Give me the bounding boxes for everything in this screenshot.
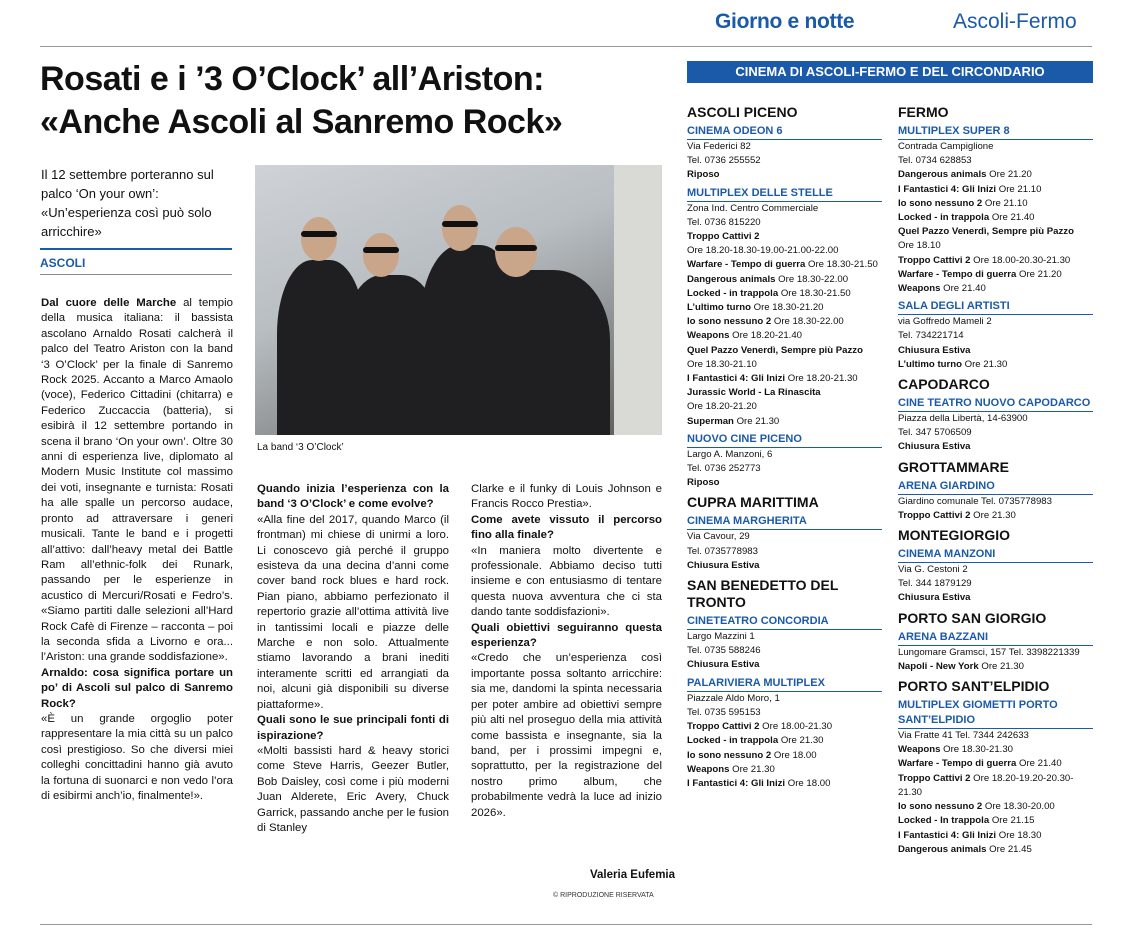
showtimes: Ore 18.00 xyxy=(785,777,831,789)
question: Arnaldo: cosa significa portare un po’ di Ascoli sul palco di Sanremo Rock? xyxy=(41,666,233,710)
showtimes: Ore 18.20-19.20-20.30-21.30 xyxy=(898,772,1074,798)
showtimes: Ore 18.00 xyxy=(771,749,817,761)
photo-sunglasses xyxy=(442,221,478,227)
listing-line xyxy=(687,258,882,272)
town-heading: PORTO SANT’ELPIDIO xyxy=(898,678,1050,695)
town-heading: CUPRA MARITTIMA xyxy=(687,494,819,511)
listing-line: Largo Mazzini 1 xyxy=(687,631,755,643)
listing-line xyxy=(898,197,1093,211)
listing-line: Ore 18.20-21.20 xyxy=(687,401,757,413)
listing-line: Tel. 344 1879129 xyxy=(898,578,972,590)
listing-line xyxy=(687,372,882,386)
movie-title: I Fantastici 4: Gli Inizi xyxy=(687,373,786,385)
showtimes: Ore 21.30 xyxy=(961,358,1008,370)
movie-title: Chiusura Estiva xyxy=(898,592,971,604)
listing-line xyxy=(898,772,1093,800)
question: Quando inizia l’esperienza con la band ‘3 O’Clock’ e come evolve? xyxy=(257,483,449,511)
question: Quali obiettivi seguiranno questa esperienza? xyxy=(471,621,662,650)
listing-line xyxy=(687,415,882,429)
cinema-name: ARENA GIARDINO xyxy=(898,479,1093,495)
listing-line xyxy=(898,829,1093,843)
showtimes: Ore 21.30 xyxy=(733,415,780,427)
photo-head xyxy=(495,227,537,277)
listing-line xyxy=(898,183,1093,197)
showtimes: Ore 18.20-21.30 xyxy=(785,373,858,385)
showtimes: Ore 21.10 xyxy=(996,183,1042,195)
section-title: Giorno e notte xyxy=(715,10,855,33)
movie-title: Io sono nessuno 2 xyxy=(687,749,772,761)
article-column-2 xyxy=(257,482,449,836)
listing-line xyxy=(898,282,1093,296)
listing-line xyxy=(898,814,1093,828)
showtimes: Ore 18.30-21.20 xyxy=(750,302,824,314)
answer: «Molti bassisti hard & heavy storici come Steve Harris, Geezer Butler, Bob Daisley, così come i più moderni Juan Alderete, Eric Avery, Chuck Garrick, passando anche per le fusion di Stanley xyxy=(257,744,449,834)
movie-title: Troppo Cattivi 2 xyxy=(898,509,971,521)
movie-title: Quel Pazzo Venerdì, Sempre più Pazzo xyxy=(898,226,1074,238)
listing-line: Zona Ind. Centro Commerciale xyxy=(687,202,819,214)
listing-line xyxy=(898,757,1093,771)
movie-title: Io sono nessuno 2 xyxy=(898,801,983,813)
movie-title: Weapons xyxy=(687,763,730,775)
showtimes: Ore 21.40 xyxy=(1016,758,1062,770)
listing-line: Ore 18.10 xyxy=(898,240,941,252)
listing-line xyxy=(898,843,1093,857)
listing-line: Tel. 0735 588246 xyxy=(687,645,761,657)
movie-title: I Fantastici 4: Gli Inizi xyxy=(898,829,997,841)
author-signature: Valeria Eufemia xyxy=(590,869,676,881)
movie-title: Troppo Cattivi 2 xyxy=(687,231,760,243)
listing-line xyxy=(687,315,882,329)
question: Quali sono le sue principali fonti di ispirazione? xyxy=(257,714,449,742)
article-column-3 xyxy=(471,482,662,821)
listing-line xyxy=(687,777,882,791)
listing-line xyxy=(687,329,882,343)
movie-title: Chiusura Estiva xyxy=(687,559,760,571)
listing-line xyxy=(898,358,1093,372)
photo-sunglasses xyxy=(363,247,399,253)
body-text: al tempio della musica italiana: il bassista ascolano Arnaldo Rosati calcherà il palco del Teatro Ariston con la band ‘3 O’Clock’ per la finale di Sanremo Rock 2025. Accanto a Marco Amaolo (voce), Federico Cittadini (chitarra) e Federico Zuccaccia (batteria), si esibirà il 12 settembre portando in scena il brano ‘On your own’. Oltre 30 anni di esperienza live, diplomato al Modern Music Institute col massimo dei voti, insegnante e turnista: Rosati ha alle spalle un percorso audace, pronto ad attraversare i generi musicali. Tante le band e i progetti all’attivo: dall’heavy metal dei Battle Ram all’ethnic-folk dei Runark, passando per le esperienze in acustico di Mercuri/Rosati e Fedro’s. «Siamo partiti dalle selezioni all’Hard Rock Cafè di Firenze – racconta – poi la seconda sfida a Livorno e ora... l’Ariston: una grande soddisfazione». xyxy=(41,297,233,664)
listing-line: Piazza della Libertà, 14-63900 xyxy=(898,413,1028,425)
listing-line: Tel. 0735 595153 xyxy=(687,706,761,718)
header-rule xyxy=(40,46,1092,47)
movie-title: Troppo Cattivi 2 xyxy=(898,772,971,784)
listing-line xyxy=(898,800,1093,814)
town-heading: MONTEGIORGIO xyxy=(898,527,1010,544)
showtimes: Ore 21.10 xyxy=(982,197,1028,209)
listing-line: Tel. 0736 255552 xyxy=(687,155,761,167)
movie-title: Weapons xyxy=(898,283,941,295)
town-heading: CAPODARCO xyxy=(898,376,990,393)
movie-title: Locked - in trappola xyxy=(687,735,779,747)
cinema-name: CINEMA ODEON 6 xyxy=(687,124,882,140)
cinema-name: SALA DEGLI ARTISTI xyxy=(898,299,1093,315)
edition-location: Ascoli-Fermo xyxy=(953,10,1077,33)
movie-title: L’ultimo turno xyxy=(898,358,962,370)
photo-head xyxy=(301,217,337,261)
showtimes: Ore 21.30 xyxy=(729,763,775,775)
listing-line: via Goffredo Mameli 2 xyxy=(898,316,992,328)
answer: «È un grande orgoglio poter rappresentare la mia città su un palco così prestigioso. So che diversi miei colleghi concittadini hanno già avuto la fortuna di suonarci e non vedo l’ora di esibirmi anch’io, finalmente!». xyxy=(41,712,233,802)
listing-line: Via Federici 82 xyxy=(687,141,751,152)
photo-sunglasses xyxy=(495,245,537,251)
town-heading: GROTTAMMARE xyxy=(898,458,1009,475)
showtimes: Ore 18.30-22.00 xyxy=(771,316,844,328)
movie-title: I Fantastici 4: Gli Inizi xyxy=(898,183,997,195)
listing-line: Tel. 0735778983 xyxy=(687,545,758,557)
showtimes: Ore 18.30-20.00 xyxy=(982,801,1055,813)
listing-line: Contrada Campiglione xyxy=(898,141,994,152)
listing-line xyxy=(687,763,882,777)
showtimes: Ore 18.30-22.00 xyxy=(775,273,849,285)
listing-line: Ore 18.20-18.30-19.00-21.00-22.00 xyxy=(687,245,839,257)
listing-line xyxy=(898,254,1093,268)
movie-title: Locked - in trappola xyxy=(898,212,990,224)
answer: «Alla fine del 2017, quando Marco (il frontman) mi chiese di unirmi a loro. Li conoscevo già perché il gruppo esisteva da una decina d’anni come cover band rock blues e hard rock. Pian piano, abbiamo perfezionato il repertorio grazie all’ottima attività live in tantissimi locali e piazze delle Marche e non solo. Attualmente stiamo lavorando a brani inediti interamente scritti ed arrangiati da noi, alcuni già disponibili su diverse piattaforme». xyxy=(257,513,449,711)
movie-title: Dangerous animals xyxy=(687,273,776,285)
cinema-name: CINEMA MARGHERITA xyxy=(687,514,882,530)
showtimes: Ore 21.45 xyxy=(986,843,1032,855)
listing-line: Piazzale Aldo Moro, 1 xyxy=(687,692,780,704)
band-photo xyxy=(255,165,662,435)
listing-line xyxy=(898,743,1093,757)
movie-title: Chiusura Estiva xyxy=(687,659,760,671)
movie-title: Io sono nessuno 2 xyxy=(898,197,983,209)
listing-line xyxy=(898,268,1093,282)
article-title: Rosati e i ’3 O’Clock’ all’Ariston: «Anche Ascoli al Sanremo Rock» xyxy=(40,60,563,141)
cinema-name: NUOVO CINE PICENO xyxy=(687,432,882,448)
movie-title: Dangerous animals xyxy=(898,169,987,181)
page-header xyxy=(0,0,1131,46)
listing-line: Tel. 0734 628853 xyxy=(898,155,972,167)
cinema-name: CINE TEATRO NUOVO CAPODARCO xyxy=(898,396,1093,412)
showtimes: Ore 21.30 xyxy=(778,735,824,747)
cinema-column-left xyxy=(687,100,882,791)
cinema-name: CINEMA MANZONI xyxy=(898,547,1093,563)
article-column-1 xyxy=(41,296,233,804)
listing-line xyxy=(687,273,882,287)
town-heading: SAN BENEDETTO DEL TRONTO xyxy=(687,577,839,611)
movie-title: Warfare - Tempo di guerra xyxy=(687,259,806,271)
movie-title: Io sono nessuno 2 xyxy=(687,316,772,328)
movie-title: Troppo Cattivi 2 xyxy=(687,721,760,733)
movie-title: Napoli - New York xyxy=(898,660,979,672)
showtimes: Ore 21.30 xyxy=(970,509,1016,521)
listing-line: Via Cavour, 29 xyxy=(687,531,750,543)
listing-line xyxy=(898,168,1093,182)
listing-line xyxy=(687,749,882,763)
listing-line: Tel. 347 5706509 xyxy=(898,427,972,439)
town-heading: PORTO SAN GIORGIO xyxy=(898,609,1047,626)
movie-title: Jurassic World - La Rinascita xyxy=(687,387,821,399)
movie-title: Weapons xyxy=(898,744,941,756)
movie-title: Locked - In trappola xyxy=(898,815,990,827)
listing-line xyxy=(898,660,1093,674)
section-tag: ASCOLI xyxy=(40,248,232,275)
cinema-name: MULTIPLEX SUPER 8 xyxy=(898,124,1093,140)
movie-title: Dangerous animals xyxy=(898,843,987,855)
movie-title: Warfare - Tempo di guerra xyxy=(898,268,1017,280)
movie-title: Chiusura Estiva xyxy=(898,441,971,453)
photo-head xyxy=(442,205,478,251)
listing-line: Via G. Cestoni 2 xyxy=(898,564,968,576)
listing-line: Tel. 734221714 xyxy=(898,330,964,342)
photo-wall xyxy=(614,165,662,435)
answer: «Credo che un’esperienza così importante possa soltanto arricchire: sia me, dandomi la spinta necessaria per poter ambire ad obiettivi sempre più alti nel proseguo della mia attività come bassista e insegnante, sia la band, per i prossimi impegni e, soprattutto, per la registrazione del nostro primo album, che probabilmente vedrà la luce ad inizio 2026». xyxy=(471,652,662,819)
listing-line xyxy=(687,734,882,748)
showtimes: Ore 21.15 xyxy=(989,815,1035,827)
photo-sunglasses xyxy=(301,231,337,237)
listing-line xyxy=(687,720,882,734)
listing-line: Giardino comunale Tel. 0735778983 xyxy=(898,495,1052,507)
movie-title: L’ultimo turno xyxy=(687,302,751,314)
showtimes: Ore 21.20 xyxy=(1016,268,1062,280)
cinema-name: MULTIPLEX GIOMETTI PORTO SANT’ELPIDIO xyxy=(898,698,1093,729)
showtimes: Ore 21.20 xyxy=(986,169,1032,181)
cinema-column-right xyxy=(898,100,1093,857)
answer: Clarke e il funky di Louis Johnson e Francis Rocco Prestia». xyxy=(471,483,662,511)
showtimes: Ore 18.00-21.30 xyxy=(759,721,833,733)
showtimes: Ore 18.30 xyxy=(996,829,1042,841)
listing-line: Lungomare Gramsci, 157 Tel. 3398221339 xyxy=(898,646,1080,658)
listing-line xyxy=(898,509,1093,523)
answer: «In maniera molto divertente e professionale. Abbiamo deciso tutti insieme e con entusiasmo di tentare questa nuova avventura che ci sta dando tante soddisfazioni». xyxy=(471,544,662,619)
listing-line: Largo A. Manzoni, 6 xyxy=(687,448,773,460)
article-subtitle: Il 12 settembre porteranno sul palco ‘On your own’: «Un’esperienza così può solo arricchire» xyxy=(41,167,214,239)
movie-title: Chiusura Estiva xyxy=(898,344,971,356)
movie-title: Troppo Cattivi 2 xyxy=(898,254,971,266)
movie-title: Riposo xyxy=(687,169,720,181)
cinema-name: PALARIVIERA MULTIPLEX xyxy=(687,676,882,692)
showtimes: Ore 18.30-21.30 xyxy=(940,744,1014,756)
showtimes: Ore 18.30-21.50 xyxy=(805,259,878,271)
photo-caption: La band ‘3 O’Clock’ xyxy=(257,442,344,453)
question: Come avete vissuto il percorso fino alla finale? xyxy=(471,513,662,542)
showtimes: Ore 18.00-20.30-21.30 xyxy=(970,254,1071,266)
cinema-listings-heading: CINEMA DI ASCOLI-FERMO E DEL CIRCONDARIO xyxy=(687,61,1093,83)
lead-in: Dal cuore delle Marche xyxy=(41,297,177,309)
listing-line: Tel. 0736 815220 xyxy=(687,216,761,228)
showtimes: Ore 21.30 xyxy=(978,660,1025,672)
town-heading: FERMO xyxy=(898,104,949,120)
movie-title: I Fantastici 4: Gli Inizi xyxy=(687,777,786,789)
listing-line xyxy=(687,287,882,301)
listing-line xyxy=(687,301,882,315)
movie-title: Quel Pazzo Venerdì, Sempre più Pazzo xyxy=(687,344,863,356)
movie-title: Locked - in trappola xyxy=(687,287,779,299)
photo-person xyxy=(470,270,610,435)
movie-title: Superman xyxy=(687,415,734,427)
movie-title: Riposo xyxy=(687,477,720,489)
movie-title: Warfare - Tempo di guerra xyxy=(898,758,1017,770)
listing-line: Via Fratte 41 Tel. 7344 242633 xyxy=(898,730,1029,742)
cinema-name: ARENA BAZZANI xyxy=(898,630,1093,646)
listing-line: Ore 18.30-21.10 xyxy=(687,358,757,370)
footer-rule xyxy=(40,924,1092,925)
showtimes: Ore 18.30-21.50 xyxy=(778,287,851,299)
rights-note: © RIPRODUZIONE RISERVATA xyxy=(553,892,654,899)
showtimes: Ore 21.40 xyxy=(940,283,986,295)
town-heading: ASCOLI PICENO xyxy=(687,104,798,120)
cinema-name: CINETEATRO CONCORDIA xyxy=(687,614,882,630)
cinema-name: MULTIPLEX DELLE STELLE xyxy=(687,186,882,202)
movie-title: Weapons xyxy=(687,330,730,342)
showtimes: Ore 21.40 xyxy=(989,212,1035,224)
showtimes: Ore 18.20-21.40 xyxy=(729,330,803,342)
photo-head xyxy=(363,233,399,277)
listing-line xyxy=(898,211,1093,225)
listing-line: Tel. 0736 252773 xyxy=(687,463,761,475)
